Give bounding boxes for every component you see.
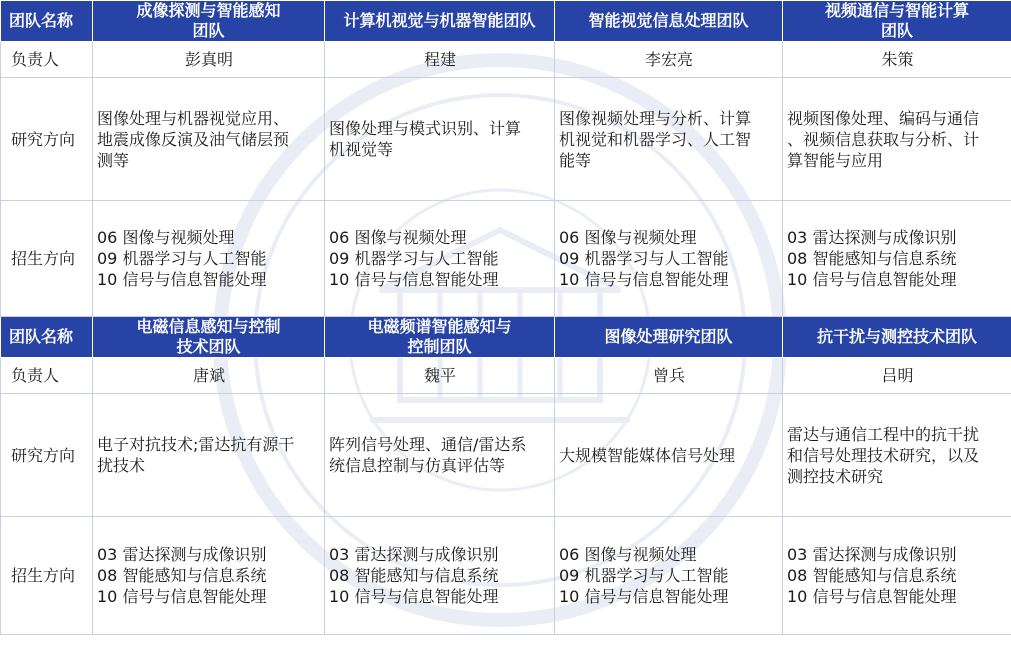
team-name: 计算机视觉与机器智能团队 bbox=[343, 11, 536, 30]
research-text: 图像处理与机器视觉应用、 地震成像反演及油气储层预 测等 bbox=[93, 78, 325, 201]
enroll-item: 08 智能感知与信息系统 bbox=[787, 249, 957, 268]
team-name: 抗干扰与测控技术团队 bbox=[816, 327, 977, 346]
team-name-cell bbox=[93, 1, 325, 42]
team-name-cell bbox=[325, 1, 555, 42]
team-name: 电磁信息感知与控制 技术团队 bbox=[136, 317, 281, 356]
enroll-row-1 bbox=[1, 201, 1011, 317]
research-text: 雷达与通信工程中的抗干扰 和信号处理技术研究，以及 测控技术研究 bbox=[783, 394, 1011, 517]
leader-name: 魏平 bbox=[325, 358, 555, 394]
research-label: 研究方向 bbox=[1, 394, 93, 517]
team-name: 视频通信与智能计算 团队 bbox=[824, 1, 969, 40]
research-text: 阵列信号处理、通信/雷达系 统信息控制与仿真评估等 bbox=[325, 394, 555, 517]
enroll-item: 03 雷达探测与成像识别 bbox=[97, 545, 267, 564]
leader-row-2 bbox=[1, 358, 1011, 394]
team-name-cell bbox=[783, 1, 1011, 42]
leader-name: 吕明 bbox=[783, 358, 1011, 394]
enroll-item: 09 机器学习与人工智能 bbox=[559, 249, 729, 268]
research-row-1 bbox=[1, 78, 1011, 201]
enroll-item: 10 信号与信息智能处理 bbox=[329, 270, 499, 289]
leader-name: 曾兵 bbox=[555, 358, 783, 394]
enroll-item: 03 雷达探测与成像识别 bbox=[787, 228, 957, 247]
team-name-label: 团队名称 bbox=[1, 317, 93, 358]
leader-name: 程建 bbox=[325, 42, 555, 78]
enroll-item: 10 信号与信息智能处理 bbox=[787, 270, 957, 289]
enroll-item: 10 信号与信息智能处理 bbox=[97, 587, 267, 606]
enroll-list bbox=[93, 201, 325, 317]
research-text: 视频图像处理、编码与通信 、视频信息获取与分析、计 算智能与应用 bbox=[783, 78, 1011, 201]
team-name-cell bbox=[555, 317, 783, 358]
team-name: 成像探测与智能感知 团队 bbox=[136, 1, 281, 40]
header-row-1 bbox=[1, 1, 1011, 42]
enroll-item: 10 信号与信息智能处理 bbox=[559, 587, 729, 606]
enroll-item: 09 机器学习与人工智能 bbox=[559, 566, 729, 585]
enroll-item: 10 信号与信息智能处理 bbox=[787, 587, 957, 606]
enroll-label: 招生方向 bbox=[1, 517, 93, 635]
enroll-item: 06 图像与视频处理 bbox=[329, 228, 467, 247]
research-label: 研究方向 bbox=[1, 78, 93, 201]
leader-label: 负责人 bbox=[1, 42, 93, 78]
leader-name: 朱策 bbox=[783, 42, 1011, 78]
enroll-item: 09 机器学习与人工智能 bbox=[97, 249, 267, 268]
research-row-2 bbox=[1, 394, 1011, 517]
enroll-item: 08 智能感知与信息系统 bbox=[97, 566, 267, 585]
enroll-item: 06 图像与视频处理 bbox=[559, 545, 697, 564]
enroll-list bbox=[325, 201, 555, 317]
enroll-item: 10 信号与信息智能处理 bbox=[559, 270, 729, 289]
team-name: 图像处理研究团队 bbox=[604, 327, 733, 346]
team-name-label: 团队名称 bbox=[1, 1, 93, 42]
team-name: 智能视觉信息处理团队 bbox=[588, 11, 749, 30]
leader-name: 彭真明 bbox=[93, 42, 325, 78]
header-row-2 bbox=[1, 317, 1011, 358]
enroll-list bbox=[783, 517, 1011, 635]
enroll-item: 10 信号与信息智能处理 bbox=[329, 587, 499, 606]
team-name-cell bbox=[555, 1, 783, 42]
research-text: 大规模智能媒体信号处理 bbox=[555, 394, 783, 517]
team-name: 电磁频谱智能感知与 控制团队 bbox=[367, 317, 512, 356]
enroll-item: 08 智能感知与信息系统 bbox=[329, 566, 499, 585]
enroll-item: 03 雷达探测与成像识别 bbox=[787, 545, 957, 564]
enroll-row-2 bbox=[1, 517, 1011, 635]
enroll-item: 10 信号与信息智能处理 bbox=[97, 270, 267, 289]
enroll-item: 03 雷达探测与成像识别 bbox=[329, 545, 499, 564]
research-text: 图像处理与模式识别、计算 机视觉等 bbox=[325, 78, 555, 201]
enroll-list bbox=[325, 517, 555, 635]
team-name-cell bbox=[325, 317, 555, 358]
leader-row-1 bbox=[1, 42, 1011, 78]
enroll-item: 08 智能感知与信息系统 bbox=[787, 566, 957, 585]
enroll-item: 09 机器学习与人工智能 bbox=[329, 249, 499, 268]
research-text: 电子对抗技术;雷达抗有源干 扰技术 bbox=[93, 394, 325, 517]
leader-name: 李宏亮 bbox=[555, 42, 783, 78]
enroll-item: 06 图像与视频处理 bbox=[97, 228, 235, 247]
team-name-cell bbox=[783, 317, 1011, 358]
enroll-label: 招生方向 bbox=[1, 201, 93, 317]
leader-name: 唐斌 bbox=[93, 358, 325, 394]
enroll-item: 06 图像与视频处理 bbox=[559, 228, 697, 247]
enroll-list bbox=[783, 201, 1011, 317]
enroll-list bbox=[555, 517, 783, 635]
research-text: 图像视频处理与分析、计算 机视觉和机器学习、人工智 能等 bbox=[555, 78, 783, 201]
leader-label: 负责人 bbox=[1, 358, 93, 394]
enroll-list bbox=[93, 517, 325, 635]
enroll-list bbox=[555, 201, 783, 317]
team-name-cell bbox=[93, 317, 325, 358]
